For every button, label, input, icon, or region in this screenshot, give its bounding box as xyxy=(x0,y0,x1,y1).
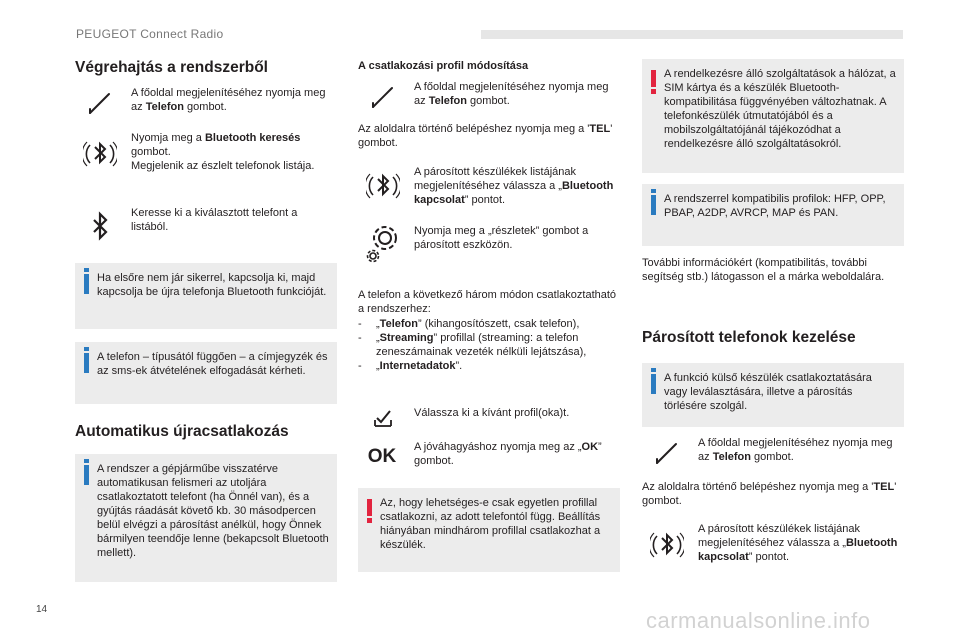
section-title-paired-phones: Párosított telefonok kezelése xyxy=(642,329,856,346)
warning-box xyxy=(358,488,620,572)
bluetooth-icon xyxy=(83,210,117,244)
info-icon xyxy=(84,274,89,294)
warning-icon xyxy=(651,70,656,87)
page-number: 14 xyxy=(36,604,48,615)
step-text: Nyomja meg a „részletek” gombot a párosított eszközön. xyxy=(414,225,589,251)
step-select-phone xyxy=(75,206,337,246)
info-icon xyxy=(651,374,656,394)
info-box xyxy=(642,363,904,427)
info-box xyxy=(642,184,904,246)
step-bluetooth-search xyxy=(75,131,337,193)
step-details xyxy=(358,224,620,264)
checkbox-icon xyxy=(366,401,400,435)
info-box xyxy=(75,263,337,329)
step-phone-home xyxy=(358,80,620,116)
section-title-profile: A csatlakozási profil módosítása xyxy=(358,60,529,72)
bluetooth-search-icon xyxy=(83,137,117,171)
paragraph: További információkért (kompatibilitás, további segítség stb.) látogasson el a márka weboldalára. xyxy=(642,257,885,283)
pen-icon xyxy=(366,80,400,114)
ok-icon: OK xyxy=(367,446,397,467)
page-header xyxy=(0,0,960,44)
info-text: A rendszerrel kompatibilis profilok: HFP, OPP, PBAP, A2DP, AVRCP, MAP és PAN. xyxy=(664,193,886,219)
profile-list xyxy=(358,317,620,373)
step-text: A főoldal megjelenítéséhez nyomja meg az Telefon gombot. xyxy=(131,87,326,113)
paragraph: Az aloldalra történő belépéshez nyomja meg a 'TEL' gombot. xyxy=(358,123,613,149)
header-title: PEUGEOT Connect Radio xyxy=(76,27,224,41)
gear-icon xyxy=(366,226,400,260)
info-text: Ha elsőre nem jár sikerrel, kapcsolja ki, majd kapcsolja be újra telefonja Bluetooth funkcióját. xyxy=(97,272,327,298)
warning-text: Az, hogy lehetséges-e csak egyetlen profillal csatlakozni, az adott telefontól függ. Beállítás hiányában mindhárom profillal csatlakozhat a készülék. xyxy=(380,497,601,551)
step-text: Válassza ki a kívánt profil(oka)t. xyxy=(414,407,570,419)
step-phone-home xyxy=(642,436,904,472)
info-box xyxy=(75,342,337,404)
paragraph: Az aloldalra történő belépéshez nyomja meg a 'TEL' gombot. xyxy=(642,481,897,507)
list-item: - „Streaming” profillal (streaming: a telefon zeneszámainak vezeték nélküli lejátszása), xyxy=(358,332,587,358)
info-icon xyxy=(84,353,89,373)
step-text: A főoldal megjelenítéséhez nyomja meg az Telefon gombot. xyxy=(414,81,609,107)
step-text: A párosított készülékek listájának megjelenítéséhez válassza a „Bluetooth kapcsolat” pontot. xyxy=(698,523,898,563)
step-text: Nyomja meg a Bluetooth keresés gombot. Megjelenik az észlelt telefonok listája. xyxy=(131,132,315,172)
step-phone-home xyxy=(75,86,337,126)
header-bar xyxy=(481,30,903,39)
info-icon xyxy=(84,465,89,485)
watermark-logo: carmanualsonline.info xyxy=(646,608,871,633)
step-ok xyxy=(358,440,620,480)
step-text: Keresse ki a kiválasztott telefont a listából. xyxy=(131,207,298,233)
step-bluetooth-connection xyxy=(642,522,904,570)
warning-box xyxy=(642,59,904,173)
section-title-execute: Végrehajtás a rendszerből xyxy=(75,59,268,76)
step-text: A jóváhagyáshoz nyomja meg az „OK” gombot. xyxy=(414,441,602,467)
info-text: A rendszer a gépjárműbe visszatérve automatikusan felismeri az utoljára csatlakoztatott telefont (ha Önnél van), és a gyújtás ráadását követő kb. 30 másodpercen belül elvégzi a párosítást anélkül, hogy Önnek bármilyen teendője lenne (bekapcsolt Bluetooth mellett). xyxy=(97,463,329,559)
step-bluetooth-connection xyxy=(358,165,620,213)
pen-icon xyxy=(650,436,684,470)
info-text: A telefon – típusától függően – a címjegyzék és az sms-ek átvételének elfogadását kérheti. xyxy=(97,351,328,377)
bluetooth-search-icon xyxy=(650,528,684,562)
step-text: A főoldal megjelenítéséhez nyomja meg az Telefon gombot. xyxy=(698,437,893,463)
list-item: - „Telefon” (kihangosítószett, csak telefon), xyxy=(358,318,580,330)
pen-icon xyxy=(83,86,117,120)
warning-icon xyxy=(367,499,372,516)
section-title-auto-reconnect: Automatikus újracsatlakozás xyxy=(75,423,289,440)
info-icon xyxy=(651,195,656,215)
info-text: A funkció külső készülék csatlakoztatására vagy leválasztására, illetve a párosítás törlésére szolgál. xyxy=(664,372,872,412)
step-text: A párosított készülékek listájának megjelenítéséhez válassza a „Bluetooth kapcsolat” pontot. xyxy=(414,166,614,206)
bluetooth-search-icon xyxy=(366,169,400,203)
info-box xyxy=(75,454,337,582)
warning-text: A rendelkezésre álló szolgáltatások a hálózat, a SIM kártya és a készülék Bluetooth-kompatibilitása függvényében változhatnak. A telefonkészülék útmutatójából és a mobilszolgáltatójánál tájékozódhat a rendelkezésre álló szolgáltatásokról. xyxy=(664,68,896,150)
list-item: - „Internetadatok”. xyxy=(358,360,463,372)
paragraph: A telefon a következő három módon csatlakoztatható a rendszerhez: xyxy=(358,289,617,315)
step-select-profile xyxy=(358,403,620,433)
